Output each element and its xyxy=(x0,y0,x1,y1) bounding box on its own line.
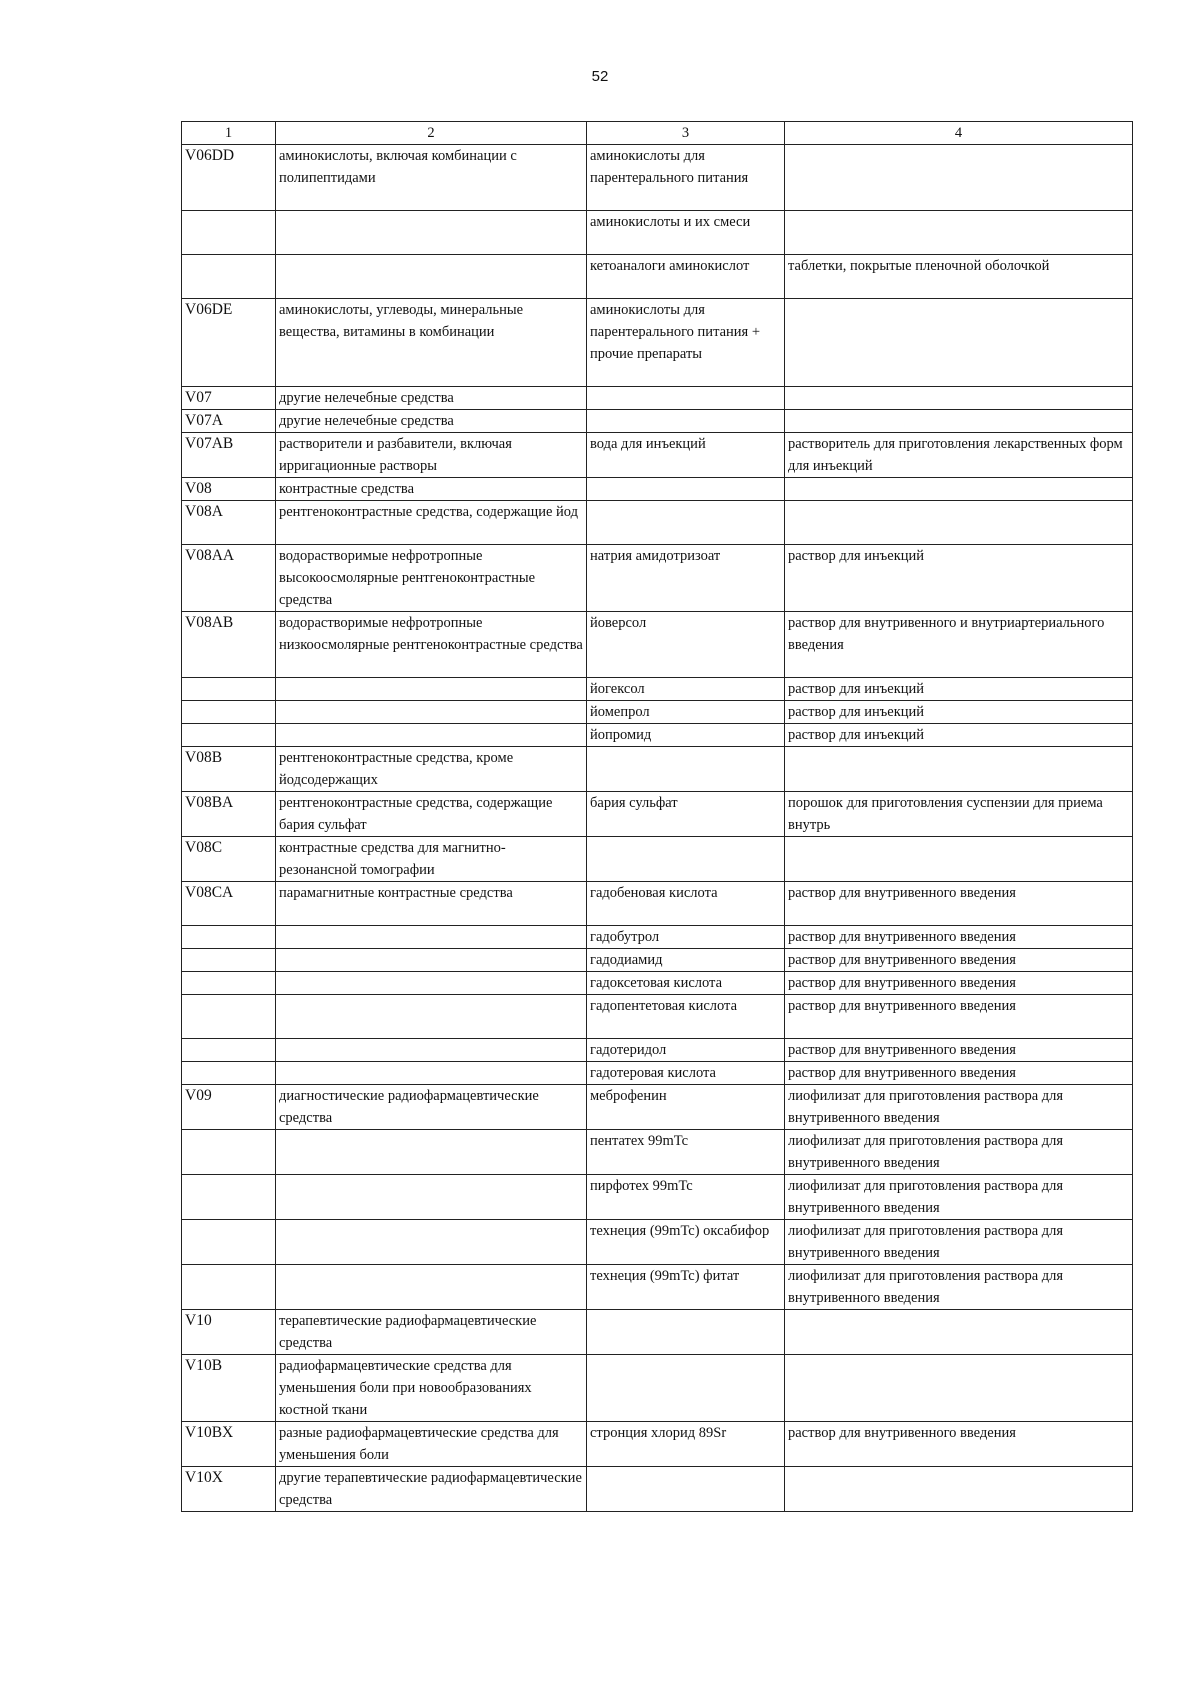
group-name-cell xyxy=(276,701,587,724)
substance-cell: аминокислоты и их смеси xyxy=(587,211,785,255)
group-name-cell: контрастные средства для магнитно-резонансной томографии xyxy=(276,837,587,882)
atc-code-cell: V08AA xyxy=(182,545,276,612)
substance-cell xyxy=(587,1355,785,1422)
substance-cell: стронция хлорид 89Sr xyxy=(587,1422,785,1467)
dosage-form-cell: лиофилизат для приготовления раствора для внутривенного введения xyxy=(785,1130,1133,1175)
dosage-form-cell: раствор для внутривенного введения xyxy=(785,882,1133,926)
table-body xyxy=(182,145,1133,1512)
table-row xyxy=(182,1422,1133,1467)
dosage-form-cell xyxy=(785,1355,1133,1422)
table-row xyxy=(182,1265,1133,1310)
dosage-form-cell: лиофилизат для приготовления раствора для внутривенного введения xyxy=(785,1220,1133,1265)
substance-cell: технеция (99mTc) оксабифор xyxy=(587,1220,785,1265)
table-row xyxy=(182,678,1133,701)
group-name-cell xyxy=(276,724,587,747)
substance-cell: гадотеровая кислота xyxy=(587,1062,785,1085)
substance-cell: гадопентетовая кислота xyxy=(587,995,785,1039)
table-row xyxy=(182,1085,1133,1130)
substance-cell: пентатех 99mTc xyxy=(587,1130,785,1175)
substance-cell: кетоаналоги аминокислот xyxy=(587,255,785,299)
substance-cell: йогексол xyxy=(587,678,785,701)
substance-cell: аминокислоты для парентерального питания xyxy=(587,145,785,211)
group-name-cell: разные радиофармацевтические средства для уменьшения боли xyxy=(276,1422,587,1467)
group-name-cell xyxy=(276,1175,587,1220)
dosage-form-cell: раствор для внутривенного введения xyxy=(785,1062,1133,1085)
substance-cell xyxy=(587,747,785,792)
atc-code-cell xyxy=(182,1175,276,1220)
dosage-form-cell: лиофилизат для приготовления раствора для внутривенного введения xyxy=(785,1175,1133,1220)
atc-code-cell: V08B xyxy=(182,747,276,792)
dosage-form-cell xyxy=(785,747,1133,792)
dosage-form-cell xyxy=(785,145,1133,211)
table-row xyxy=(182,701,1133,724)
table-row xyxy=(182,612,1133,678)
table-row xyxy=(182,299,1133,387)
group-name-cell: терапевтические радиофармацевтические средства xyxy=(276,1310,587,1355)
header-col-2: 2 xyxy=(276,122,587,145)
substance-cell: вода для инъекций xyxy=(587,433,785,478)
dosage-form-cell: раствор для внутривенного введения xyxy=(785,926,1133,949)
substance-cell: натрия амидотризоат xyxy=(587,545,785,612)
group-name-cell: контрастные средства xyxy=(276,478,587,501)
atc-code-cell: V07A xyxy=(182,410,276,433)
atc-code-cell xyxy=(182,1039,276,1062)
atc-code-cell xyxy=(182,724,276,747)
atc-code-cell: V08 xyxy=(182,478,276,501)
atc-code-cell xyxy=(182,255,276,299)
group-name-cell: водорастворимые нефротропные низкоосмолярные рентгеноконтрастные средства xyxy=(276,612,587,678)
table-row xyxy=(182,433,1133,478)
table-row xyxy=(182,410,1133,433)
substance-cell xyxy=(587,478,785,501)
atc-code-cell xyxy=(182,211,276,255)
dosage-form-cell: раствор для инъекций xyxy=(785,545,1133,612)
dosage-form-cell xyxy=(785,478,1133,501)
dosage-form-cell: порошок для приготовления суспензии для приема внутрь xyxy=(785,792,1133,837)
dosage-form-cell: раствор для внутривенного введения xyxy=(785,995,1133,1039)
atc-code-cell: V09 xyxy=(182,1085,276,1130)
substance-cell: гадобутрол xyxy=(587,926,785,949)
dosage-form-cell: раствор для внутривенного введения xyxy=(785,972,1133,995)
atc-code-cell: V07AB xyxy=(182,433,276,478)
group-name-cell xyxy=(276,972,587,995)
substance-cell: меброфенин xyxy=(587,1085,785,1130)
drug-classification-table xyxy=(181,121,1133,1512)
table-row xyxy=(182,1039,1133,1062)
table-row xyxy=(182,1310,1133,1355)
table-row xyxy=(182,387,1133,410)
table-row xyxy=(182,1220,1133,1265)
substance-cell xyxy=(587,837,785,882)
atc-code-cell xyxy=(182,1062,276,1085)
group-name-cell: диагностические радиофармацевтические средства xyxy=(276,1085,587,1130)
group-name-cell: рентгеноконтрастные средства, содержащие йод xyxy=(276,501,587,545)
substance-cell xyxy=(587,1310,785,1355)
atc-code-cell xyxy=(182,949,276,972)
dosage-form-cell: раствор для внутривенного введения xyxy=(785,1422,1133,1467)
group-name-cell xyxy=(276,1130,587,1175)
dosage-form-cell xyxy=(785,387,1133,410)
substance-cell: йоверсол xyxy=(587,612,785,678)
dosage-form-cell xyxy=(785,211,1133,255)
table-row xyxy=(182,145,1133,211)
group-name-cell xyxy=(276,1220,587,1265)
group-name-cell: другие нелечебные средства xyxy=(276,387,587,410)
group-name-cell xyxy=(276,1265,587,1310)
dosage-form-cell: раствор для инъекций xyxy=(785,678,1133,701)
atc-code-cell xyxy=(182,1220,276,1265)
atc-code-cell: V07 xyxy=(182,387,276,410)
group-name-cell: рентгеноконтрастные средства, содержащие бария сульфат xyxy=(276,792,587,837)
dosage-form-cell: таблетки, покрытые пленочной оболочкой xyxy=(785,255,1133,299)
group-name-cell xyxy=(276,255,587,299)
atc-code-cell: V08C xyxy=(182,837,276,882)
atc-code-cell: V08AB xyxy=(182,612,276,678)
group-name-cell: аминокислоты, включая комбинации с полипептидами xyxy=(276,145,587,211)
group-name-cell: аминокислоты, углеводы, минеральные вещества, витамины в комбинации xyxy=(276,299,587,387)
group-name-cell xyxy=(276,926,587,949)
dosage-form-cell: лиофилизат для приготовления раствора для внутривенного введения xyxy=(785,1265,1133,1310)
atc-code-cell xyxy=(182,926,276,949)
table-row xyxy=(182,949,1133,972)
substance-cell xyxy=(587,501,785,545)
substance-cell xyxy=(587,1467,785,1512)
table-row xyxy=(182,747,1133,792)
header-col-4: 4 xyxy=(785,122,1133,145)
substance-cell: йопромид xyxy=(587,724,785,747)
atc-code-cell: V10X xyxy=(182,1467,276,1512)
dosage-form-cell xyxy=(785,501,1133,545)
atc-code-cell xyxy=(182,972,276,995)
header-col-3: 3 xyxy=(587,122,785,145)
atc-code-cell: V10 xyxy=(182,1310,276,1355)
substance-cell: гадодиамид xyxy=(587,949,785,972)
table-row xyxy=(182,837,1133,882)
dosage-form-cell xyxy=(785,837,1133,882)
table-row xyxy=(182,882,1133,926)
group-name-cell: другие нелечебные средства xyxy=(276,410,587,433)
group-name-cell: водорастворимые нефротропные высокоосмолярные рентгеноконтрастные средства xyxy=(276,545,587,612)
group-name-cell: рентгеноконтрастные средства, кроме йодсодержащих xyxy=(276,747,587,792)
table-row xyxy=(182,1175,1133,1220)
dosage-form-cell: раствор для инъекций xyxy=(785,701,1133,724)
atc-code-cell xyxy=(182,995,276,1039)
substance-cell: пирфотех 99mTc xyxy=(587,1175,785,1220)
page-number: 52 xyxy=(591,68,609,85)
table-row xyxy=(182,478,1133,501)
table-header xyxy=(182,122,1133,145)
atc-code-cell xyxy=(182,1265,276,1310)
group-name-cell: радиофармацевтические средства для уменьшения боли при новообразованиях костной ткани xyxy=(276,1355,587,1422)
group-name-cell xyxy=(276,949,587,972)
dosage-form-cell: растворитель для приготовления лекарственных форм для инъекций xyxy=(785,433,1133,478)
substance-cell: йомепрол xyxy=(587,701,785,724)
substance-cell xyxy=(587,410,785,433)
table-row xyxy=(182,545,1133,612)
group-name-cell xyxy=(276,678,587,701)
substance-cell: гадоксетовая кислота xyxy=(587,972,785,995)
substance-cell: гадотеридол xyxy=(587,1039,785,1062)
atc-code-cell: V08BA xyxy=(182,792,276,837)
group-name-cell xyxy=(276,1062,587,1085)
group-name-cell xyxy=(276,211,587,255)
table-row xyxy=(182,724,1133,747)
table-row xyxy=(182,1467,1133,1512)
dosage-form-cell: лиофилизат для приготовления раствора для внутривенного введения xyxy=(785,1085,1133,1130)
table-row xyxy=(182,211,1133,255)
dosage-form-cell xyxy=(785,1310,1133,1355)
dosage-form-cell: раствор для внутривенного введения xyxy=(785,1039,1133,1062)
dosage-form-cell xyxy=(785,299,1133,387)
table-row xyxy=(182,1355,1133,1422)
atc-code-cell: V06DE xyxy=(182,299,276,387)
atc-code-cell: V10BX xyxy=(182,1422,276,1467)
group-name-cell xyxy=(276,995,587,1039)
table-row xyxy=(182,1130,1133,1175)
dosage-form-cell: раствор для внутривенного введения xyxy=(785,949,1133,972)
header-row xyxy=(182,122,1133,145)
table-row xyxy=(182,792,1133,837)
dosage-form-cell: раствор для инъекций xyxy=(785,724,1133,747)
group-name-cell: другие терапевтические радиофармацевтические средства xyxy=(276,1467,587,1512)
substance-cell xyxy=(587,387,785,410)
table-row xyxy=(182,926,1133,949)
dosage-form-cell xyxy=(785,410,1133,433)
dosage-form-cell: раствор для внутривенного и внутриартериального введения xyxy=(785,612,1133,678)
group-name-cell: парамагнитные контрастные средства xyxy=(276,882,587,926)
atc-code-cell xyxy=(182,678,276,701)
header-col-1: 1 xyxy=(182,122,276,145)
table-row xyxy=(182,255,1133,299)
atc-code-cell xyxy=(182,1130,276,1175)
atc-code-cell: V06DD xyxy=(182,145,276,211)
table-row xyxy=(182,1062,1133,1085)
substance-cell: гадобеновая кислота xyxy=(587,882,785,926)
atc-code-cell: V08A xyxy=(182,501,276,545)
group-name-cell xyxy=(276,1039,587,1062)
substance-cell: технеция (99mTc) фитат xyxy=(587,1265,785,1310)
atc-code-cell: V08CA xyxy=(182,882,276,926)
substance-cell: аминокислоты для парентерального питания + прочие препараты xyxy=(587,299,785,387)
substance-cell: бария сульфат xyxy=(587,792,785,837)
dosage-form-cell xyxy=(785,1467,1133,1512)
table-row xyxy=(182,501,1133,545)
table-row xyxy=(182,972,1133,995)
table-row xyxy=(182,995,1133,1039)
atc-code-cell: V10B xyxy=(182,1355,276,1422)
atc-code-cell xyxy=(182,701,276,724)
group-name-cell: растворители и разбавители, включая ирригационные растворы xyxy=(276,433,587,478)
